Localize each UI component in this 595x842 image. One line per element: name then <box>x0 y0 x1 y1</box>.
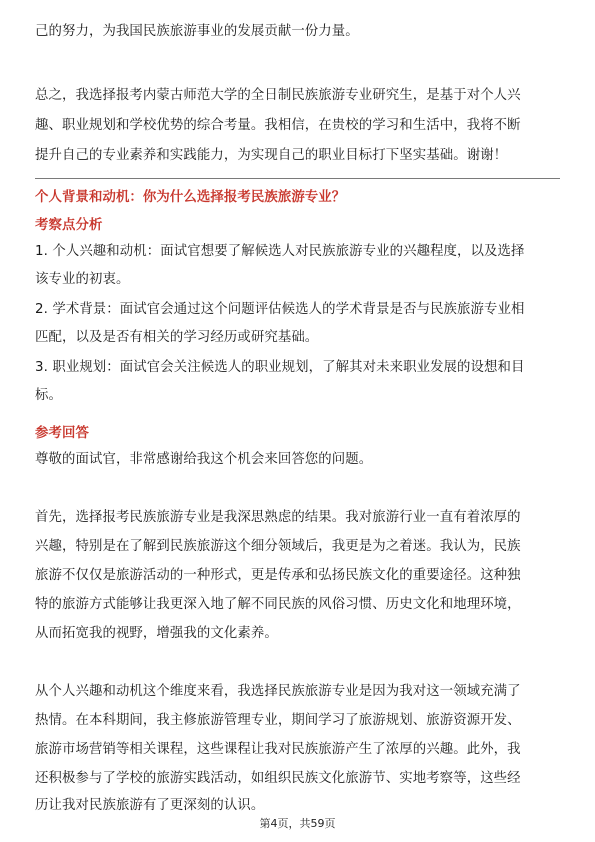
analysis-line: 3. 职业规划：面试官会关注候选人的职业规划，了解其对未来职业发展的设想和目 <box>35 360 525 375</box>
answer-line: 旅游市场营销等相关课程，这些课程让我对民族旅游产生了浓厚的兴趣。此外，我 <box>35 742 521 757</box>
analysis-line: 该专业的初衷。 <box>35 272 130 287</box>
answer-line: 首先，选择报考民族旅游专业是我深思熟虑的结果。我对旅游行业一直有着浓厚的 <box>35 510 521 525</box>
analysis-line: 2. 学术背景：面试官会通过这个问题评估候选人的学术背景是否与民族旅游专业相 <box>35 302 525 317</box>
answer-line: 还积极参与了学校的旅游实践活动，如组织民族文化旅游节、实地考察等，这些经 <box>35 771 521 786</box>
analysis-line: 标。 <box>35 388 62 403</box>
answer-line: 热情。在本科期间，我主修旅游管理专业，期间学习了旅游规划、旅游资源开发、 <box>35 713 521 728</box>
paragraph-line: 总之，我选择报考内蒙古师范大学的全日制民族旅游专业研究生，是基于对个人兴 <box>35 88 521 103</box>
paragraph-line: 己的努力，为我国民族旅游事业的发展贡献一份力量。 <box>35 24 359 39</box>
page-number: 第4页，共59页 <box>259 817 336 830</box>
answer-line: 历让我对民族旅游有了更深刻的认识。 <box>35 798 265 813</box>
answer-line: 尊敬的面试官，非常感谢给我这个机会来回答您的问题。 <box>35 452 373 467</box>
answer-line: 从个人兴趣和动机这个维度来看，我选择民族旅游专业是因为我对这一领域充满了 <box>35 684 521 699</box>
section-divider <box>35 178 560 179</box>
answer-heading: 参考回答 <box>35 426 89 441</box>
analysis-heading: 考察点分析 <box>35 218 103 233</box>
analysis-line: 匹配，以及是否有相关的学习经历或研究基础。 <box>35 330 319 345</box>
answer-line: 旅游不仅仅是旅游活动的一种形式，更是传承和弘扬民族文化的重要途径。这种独 <box>35 568 521 583</box>
answer-line: 从而拓宽我的视野，增强我的文化素养。 <box>35 626 278 641</box>
paragraph-line: 提升自己的专业素养和实践能力，为实现自己的职业目标打下坚实基础。谢谢！ <box>35 148 508 163</box>
paragraph-line: 趣、职业规划和学校优势的综合考量。我相信，在贵校的学习和生活中，我将不断 <box>35 118 521 133</box>
analysis-line: 1. 个人兴趣和动机：面试官想要了解候选人对民族旅游专业的兴趣程度，以及选择 <box>35 244 525 259</box>
question-heading: 个人背景和动机：你为什么选择报考民族旅游专业？ <box>35 190 346 205</box>
answer-line: 特的旅游方式能够让我更深入地了解不同民族的风俗习惯、历史文化和地理环境， <box>35 597 521 612</box>
answer-line: 兴趣，特别是在了解到民族旅游这个细分领域后，我更是为之着迷。我认为，民族 <box>35 539 521 554</box>
